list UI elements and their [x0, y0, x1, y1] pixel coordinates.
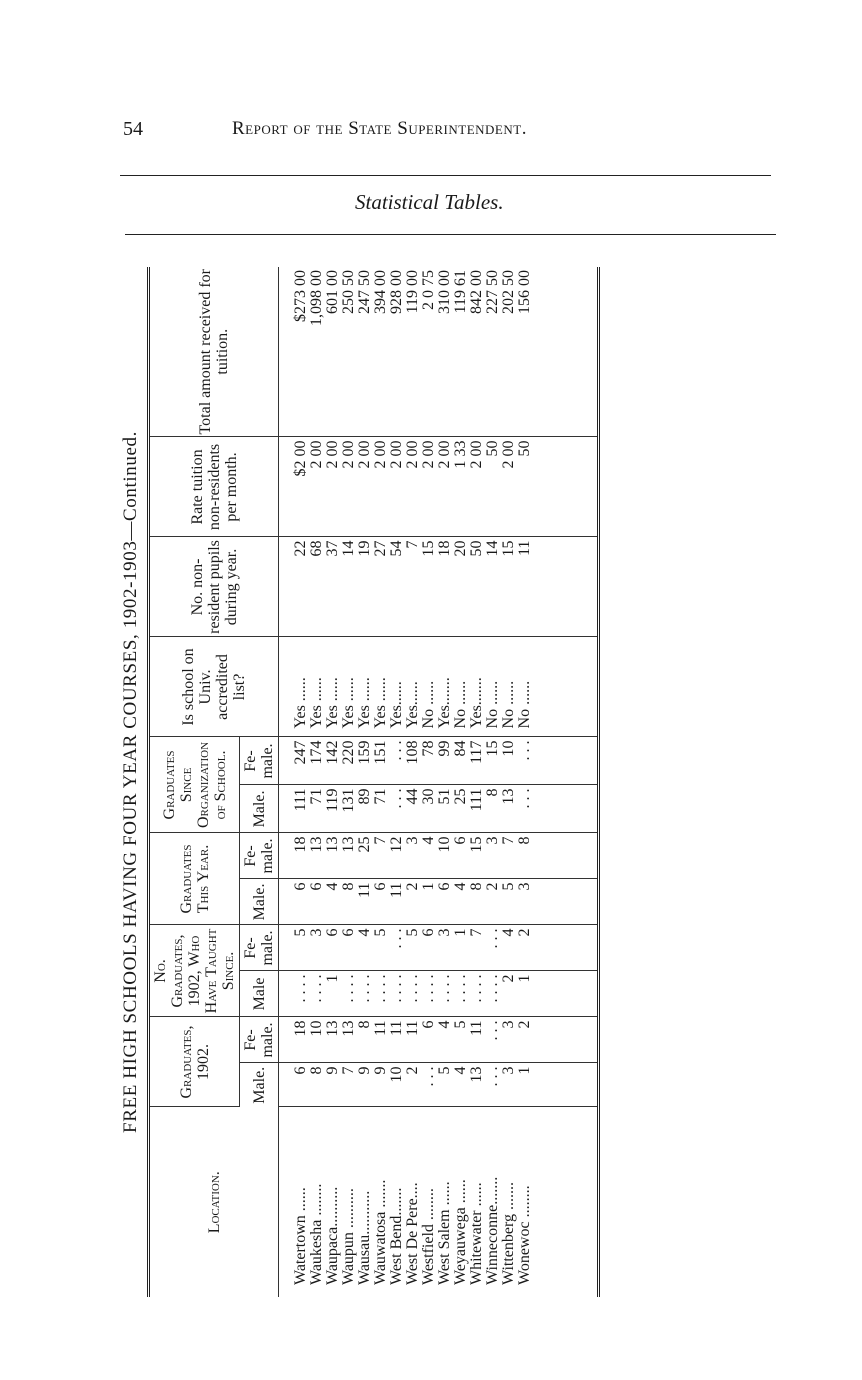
rate-cell: 2 00 [309, 437, 325, 537]
grad-since-org-male-cell: 111 [469, 785, 485, 833]
grad-this-year-male-cell: 8 [469, 879, 485, 925]
subheader-female: Fe-male. [240, 737, 279, 785]
header-nonresident: No. non-resident pupils during year. [149, 537, 279, 637]
rate-cell: 2 00 [469, 437, 485, 537]
nonresident-cell: 11 [517, 537, 533, 637]
header-rule [120, 175, 771, 176]
taught-male-cell: . . . . [279, 971, 310, 1017]
grad-1902-male-cell: 3 [501, 1063, 517, 1107]
grad-1902-female-cell: 10 [309, 1017, 325, 1063]
total-cell: 119 00 [405, 267, 421, 437]
grad-this-year-male-cell: 6 [279, 879, 310, 925]
rate-cell: 2 00 [421, 437, 437, 537]
grad-this-year-male-cell: 8 [341, 879, 357, 925]
grad-since-org-male-cell: 25 [453, 785, 469, 833]
total-cell: 1,098 00 [309, 267, 325, 437]
taught-male-cell: 2 [501, 971, 517, 1017]
location-cell: West Salem ...... [436, 1181, 453, 1285]
grad-since-org-female-cell: 247 [279, 737, 310, 785]
taught-female-cell: 4 [501, 925, 517, 971]
nonresident-cell: 7 [405, 537, 421, 637]
spacer-cell [533, 833, 599, 879]
taught-female-cell: 3 [437, 925, 453, 971]
rotated-table-block [115, 267, 655, 1297]
subheader-male: Male [240, 971, 279, 1017]
grad-this-year-female-cell: 7 [501, 833, 517, 879]
grad-since-org-male-cell: 131 [341, 785, 357, 833]
grad-1902-male-cell: 8 [309, 1063, 325, 1107]
accredited-cell: Yes ...... [357, 637, 373, 737]
grad-since-org-male-cell: 44 [405, 785, 421, 833]
grad-since-org-female-cell: 10 [501, 737, 517, 785]
spacer-cell [533, 971, 599, 1017]
header-total: Total amount received for tuition. [149, 267, 279, 437]
grad-this-year-male-cell: 6 [373, 879, 389, 925]
taught-male-cell: . . . . [389, 971, 405, 1017]
header-graduates-1902: Graduates, 1902. [149, 1017, 240, 1107]
grad-1902-female-cell: 8 [357, 1017, 373, 1063]
accredited-cell: Yes ...... [279, 637, 310, 737]
table-spacer-row [533, 267, 599, 1297]
accredited-cell: Yes...... [405, 637, 421, 737]
total-cell: 928 00 [389, 267, 405, 437]
rate-cell: 2 00 [405, 437, 421, 537]
grad-since-org-male-cell: 71 [309, 785, 325, 833]
grad-1902-female-cell: 18 [279, 1017, 310, 1063]
section-title: Statistical Tables. [355, 190, 504, 214]
nonresident-cell: 14 [485, 537, 501, 637]
nonresident-cell: 19 [357, 537, 373, 637]
total-cell: 247 50 [357, 267, 373, 437]
total-cell: 310 00 [437, 267, 453, 437]
grad-this-year-male-cell: 11 [389, 879, 405, 925]
table-row [341, 267, 357, 1297]
rate-cell: 2 00 [325, 437, 341, 537]
grad-since-org-male-cell: 111 [279, 785, 310, 833]
accredited-cell: Yes...... [389, 637, 405, 737]
grad-since-org-female-cell: 117 [469, 737, 485, 785]
grad-1902-female-cell: 6 [421, 1017, 437, 1063]
nonresident-cell: 50 [469, 537, 485, 637]
taught-male-cell: 1 [517, 971, 533, 1017]
grad-1902-female-cell: 13 [325, 1017, 341, 1063]
taught-female-cell: 5 [279, 925, 310, 971]
grad-1902-male-cell: 5 [437, 1063, 453, 1107]
table-row [325, 267, 341, 1297]
taught-female-cell: 6 [341, 925, 357, 971]
table-row [517, 267, 533, 1297]
spacer-cell [533, 1063, 599, 1107]
table-body [279, 267, 599, 1297]
grad-1902-female-cell: . . . [485, 1017, 501, 1063]
grad-1902-male-cell: 6 [279, 1063, 310, 1107]
grad-1902-male-cell: . . . [421, 1063, 437, 1107]
grad-1902-female-cell: 5 [453, 1017, 469, 1063]
rate-cell: 2 00 [373, 437, 389, 537]
accredited-cell: No ...... [485, 637, 501, 737]
header-graduates-taught: No. Graduates, 1902, Who Have Taught Since. [149, 925, 240, 1017]
nonresident-cell: 20 [453, 537, 469, 637]
total-cell: $273 00 [279, 267, 310, 437]
table-row [485, 267, 501, 1297]
grad-1902-female-cell: 3 [501, 1017, 517, 1063]
total-cell: 119 61 [453, 267, 469, 437]
grad-this-year-male-cell: 2 [405, 879, 421, 925]
taught-female-cell: 7 [469, 925, 485, 971]
grad-since-org-female-cell: 108 [405, 737, 421, 785]
table-row [421, 267, 437, 1297]
grad-since-org-male-cell: 8 [485, 785, 501, 833]
grad-since-org-female-cell: 84 [453, 737, 469, 785]
taught-male-cell: . . . . [309, 971, 325, 1017]
rate-cell: 50 [485, 437, 501, 537]
grad-this-year-male-cell: 6 [437, 879, 453, 925]
nonresident-cell: 54 [389, 537, 405, 637]
taught-male-cell: . . . . [485, 971, 501, 1017]
spacer-cell [533, 785, 599, 833]
header-graduates-since-org: Graduates Since Organization of School. [149, 737, 240, 833]
rate-cell: 2 00 [341, 437, 357, 537]
statistics-table [147, 267, 600, 1297]
grad-this-year-female-cell: 8 [517, 833, 533, 879]
taught-female-cell: 1 [453, 925, 469, 971]
grad-since-org-female-cell: 174 [309, 737, 325, 785]
page-number: 54 [123, 118, 143, 140]
header-graduates-this-year: Graduates This Year. [149, 833, 240, 925]
taught-female-cell: 5 [373, 925, 389, 971]
grad-this-year-female-cell: 10 [437, 833, 453, 879]
rate-cell: $2 00 [279, 437, 310, 537]
accredited-cell: No ...... [501, 637, 517, 737]
rate-cell: 2 00 [501, 437, 517, 537]
taught-female-cell: 5 [405, 925, 421, 971]
grad-this-year-female-cell: 13 [341, 833, 357, 879]
grad-1902-female-cell: 11 [373, 1017, 389, 1063]
grad-since-org-female-cell: 78 [421, 737, 437, 785]
grad-since-org-male-cell: 30 [421, 785, 437, 833]
taught-female-cell: 3 [309, 925, 325, 971]
taught-male-cell: . . . . [405, 971, 421, 1017]
grad-1902-female-cell: 13 [341, 1017, 357, 1063]
table-row [501, 267, 517, 1297]
subheader-male: Male. [240, 879, 279, 925]
grad-1902-male-cell: 2 [405, 1063, 421, 1107]
running-title: Report of the State Superintendent. [232, 118, 527, 139]
total-cell: 2 0 75 [421, 267, 437, 437]
grad-1902-male-cell: 4 [453, 1063, 469, 1107]
grad-1902-male-cell: 9 [357, 1063, 373, 1107]
taught-male-cell: . . . . [341, 971, 357, 1017]
grad-since-org-female-cell: . . . [389, 737, 405, 785]
grad-since-org-male-cell: 89 [357, 785, 373, 833]
location-cell: West De Pere.... [404, 1182, 421, 1285]
location-cell: Wausau........... [356, 1190, 373, 1285]
taught-female-cell: 2 [517, 925, 533, 971]
grad-this-year-female-cell: 4 [421, 833, 437, 879]
total-cell: 842 00 [469, 267, 485, 437]
rate-cell: 1 33 [453, 437, 469, 537]
accredited-cell: No ...... [517, 637, 533, 737]
nonresident-cell: 14 [341, 537, 357, 637]
accredited-cell: Yes ...... [341, 637, 357, 737]
grad-1902-male-cell: 7 [341, 1063, 357, 1107]
location-cell: Whitewater ...... [468, 1182, 485, 1285]
grad-this-year-female-cell: 3 [485, 833, 501, 879]
header-accredited: Is school on Univ. accredited list? [149, 637, 279, 737]
subheader-male: Male. [240, 1063, 279, 1107]
nonresident-cell: 27 [373, 537, 389, 637]
location-cell: Waukesha ........ [308, 1183, 325, 1285]
taught-male-cell: . . . . [469, 971, 485, 1017]
table-row [437, 267, 453, 1297]
spacer-cell [533, 267, 599, 437]
grad-this-year-male-cell: 2 [485, 879, 501, 925]
nonresident-cell: 22 [279, 537, 310, 637]
total-cell: 250 50 [341, 267, 357, 437]
table-row [389, 267, 405, 1297]
nonresident-cell: 68 [309, 537, 325, 637]
grad-this-year-female-cell: 13 [309, 833, 325, 879]
spacer-cell [533, 537, 599, 637]
grad-1902-male-cell: 13 [469, 1063, 485, 1107]
taught-female-cell: 6 [325, 925, 341, 971]
spacer-cell [533, 637, 599, 737]
table-row [453, 267, 469, 1297]
grad-since-org-female-cell: 99 [437, 737, 453, 785]
spacer-cell [533, 437, 599, 537]
accredited-cell: Yes....... [469, 637, 485, 737]
grad-since-org-female-cell: 15 [485, 737, 501, 785]
taught-male-cell: . . . . [421, 971, 437, 1017]
taught-male-cell: 1 [325, 971, 341, 1017]
total-cell: 156 00 [517, 267, 533, 437]
grad-1902-male-cell: 9 [373, 1063, 389, 1107]
spacer-cell [533, 1017, 599, 1063]
grad-since-org-male-cell: . . . [517, 785, 533, 833]
grad-this-year-male-cell: 4 [325, 879, 341, 925]
taught-male-cell: . . . . [453, 971, 469, 1017]
taught-female-cell: . . . [485, 925, 501, 971]
total-cell: 227 50 [485, 267, 501, 437]
grad-this-year-male-cell: 3 [517, 879, 533, 925]
location-cell: Waupun .......... [340, 1188, 357, 1285]
table-row [309, 267, 325, 1297]
grad-since-org-male-cell: 119 [325, 785, 341, 833]
location-cell: Wauwatosa ....... [372, 1179, 389, 1285]
grad-this-year-male-cell: 6 [309, 879, 325, 925]
table-row [279, 267, 310, 1297]
total-cell: 601 00 [325, 267, 341, 437]
subheader-female: Fe-male. [240, 925, 279, 971]
grad-1902-male-cell: . . . [485, 1063, 501, 1107]
grad-this-year-female-cell: 7 [373, 833, 389, 879]
grad-this-year-female-cell: 13 [325, 833, 341, 879]
grad-since-org-female-cell: . . . [517, 737, 533, 785]
grad-this-year-female-cell: 15 [469, 833, 485, 879]
taught-female-cell: 6 [421, 925, 437, 971]
grad-since-org-female-cell: 142 [325, 737, 341, 785]
grad-since-org-male-cell: 13 [501, 785, 517, 833]
grad-since-org-female-cell: 151 [373, 737, 389, 785]
grad-1902-female-cell: 4 [437, 1017, 453, 1063]
grad-this-year-male-cell: 11 [357, 879, 373, 925]
grad-this-year-female-cell: 18 [279, 833, 310, 879]
grad-1902-female-cell: 11 [389, 1017, 405, 1063]
rate-cell: 2 00 [357, 437, 373, 537]
spacer-cell [533, 925, 599, 971]
location-cell: Wittenberg ....... [500, 1181, 517, 1285]
subheader-female: Fe-male. [240, 1017, 279, 1063]
table-title: FREE HIGH SCHOOLS HAVING FOUR YEAR COURSES, 1902-1903—Continued. [120, 431, 141, 1133]
taught-female-cell: . . . [389, 925, 405, 971]
nonresident-cell: 18 [437, 537, 453, 637]
grad-since-org-male-cell: 71 [373, 785, 389, 833]
grad-this-year-female-cell: 25 [357, 833, 373, 879]
grad-1902-male-cell: 1 [517, 1063, 533, 1107]
grad-since-org-male-cell: . . . [389, 785, 405, 833]
accredited-cell: Yes ...... [309, 637, 325, 737]
table-row [373, 267, 389, 1297]
grad-this-year-female-cell: 12 [389, 833, 405, 879]
spacer-cell [533, 1107, 599, 1297]
running-header [0, 118, 862, 142]
grad-since-org-male-cell: 51 [437, 785, 453, 833]
accredited-cell: No ...... [453, 637, 469, 737]
location-cell: West Bend....... [388, 1187, 405, 1285]
location-cell: Wonewoc ........ [516, 1185, 533, 1285]
table-row [405, 267, 421, 1297]
accredited-cell: No ...... [421, 637, 437, 737]
location-cell: Waupaca.......... [324, 1186, 341, 1285]
taught-female-cell: 4 [357, 925, 373, 971]
header-location: Location. [205, 1171, 223, 1234]
accredited-cell: Yes ...... [373, 637, 389, 737]
location-cell: Winneconne....... [484, 1176, 501, 1285]
grad-1902-female-cell: 11 [405, 1017, 421, 1063]
spacer-cell [533, 879, 599, 925]
grad-1902-male-cell: 9 [325, 1063, 341, 1107]
location-cell: Westfield ........ [420, 1188, 437, 1285]
subheader-male: Male. [240, 785, 279, 833]
grad-this-year-male-cell: 1 [421, 879, 437, 925]
taught-male-cell: . . . . [437, 971, 453, 1017]
nonresident-cell: 15 [501, 537, 517, 637]
table-row [357, 267, 373, 1297]
grad-1902-male-cell: 10 [389, 1063, 405, 1107]
subheader-female: Fe-male. [240, 833, 279, 879]
taught-male-cell: . . . . [357, 971, 373, 1017]
grad-this-year-male-cell: 5 [501, 879, 517, 925]
grad-this-year-male-cell: 4 [453, 879, 469, 925]
nonresident-cell: 15 [421, 537, 437, 637]
grad-this-year-female-cell: 6 [453, 833, 469, 879]
table-row [469, 267, 485, 1297]
grad-since-org-female-cell: 159 [357, 737, 373, 785]
accredited-cell: Yes ...... [325, 637, 341, 737]
grad-since-org-female-cell: 220 [341, 737, 357, 785]
rate-cell: 2 00 [437, 437, 453, 537]
taught-male-cell: . . . . [373, 971, 389, 1017]
grad-1902-female-cell: 2 [517, 1017, 533, 1063]
grad-this-year-female-cell: 3 [405, 833, 421, 879]
rate-cell: 2 00 [389, 437, 405, 537]
section-rule [125, 234, 776, 235]
total-cell: 394 00 [373, 267, 389, 437]
total-cell: 202 50 [501, 267, 517, 437]
location-cell: Weyauwega ...... [452, 1179, 469, 1285]
header-rate: Rate tuition non-residents per month. [149, 437, 279, 537]
accredited-cell: Yes....... [437, 637, 453, 737]
grad-1902-female-cell: 11 [469, 1017, 485, 1063]
location-cell: Watertown ...... [292, 1187, 309, 1285]
nonresident-cell: 37 [325, 537, 341, 637]
rate-cell: 50 [517, 437, 533, 537]
spacer-cell [533, 737, 599, 785]
